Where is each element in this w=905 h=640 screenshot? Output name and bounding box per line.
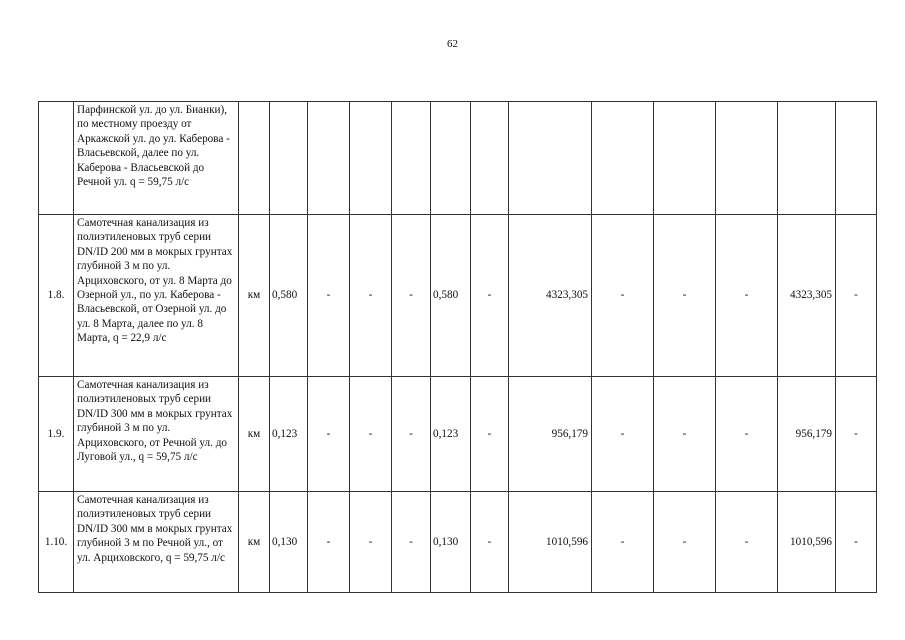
item-number: 1.8. [39, 215, 74, 377]
value-cell: - [471, 215, 509, 377]
item-description: Самотечная канализация из полиэтиленовых труб серии DN/ID 300 мм в мокрых грунтах глубиной 3 м по ул. Арциховского, от Речной ул. до Луговой ул., q = 59,75 л/с [74, 377, 239, 492]
value-cell: 4323,305 [509, 215, 592, 377]
item-description: Самотечная канализация из полиэтиленовых труб серии DN/ID 200 мм в мокрых грунтах глубиной 3 м по ул. Арциховского, от ул. 8 Марта до Озерной ул., по ул. Каберова - Власьевской, от Озерной ул. до ул. 8 Марта, далее по ул. 8 Марта, q = 22,9 л/с [74, 215, 239, 377]
value-cell: - [654, 377, 716, 492]
value-cell: - [308, 377, 350, 492]
value-cell: - [592, 492, 654, 593]
value-cell: км [239, 215, 270, 377]
value-cell [654, 102, 716, 215]
value-cell: - [716, 377, 778, 492]
value-cell [239, 102, 270, 215]
value-cell: - [836, 215, 877, 377]
value-cell [836, 102, 877, 215]
value-cell: 1010,596 [509, 492, 592, 593]
value-cell [270, 102, 308, 215]
value-cell: 956,179 [778, 377, 836, 492]
value-cell: 0,123 [270, 377, 308, 492]
value-cell: - [836, 377, 877, 492]
value-cell [350, 102, 392, 215]
value-cell: 1010,596 [778, 492, 836, 593]
value-cell [471, 102, 509, 215]
value-cell: 0,123 [431, 377, 471, 492]
value-cell: - [350, 377, 392, 492]
value-cell: - [350, 492, 392, 593]
value-cell: - [592, 377, 654, 492]
item-number [39, 102, 74, 215]
value-cell [308, 102, 350, 215]
value-cell [716, 102, 778, 215]
value-cell: 0,130 [270, 492, 308, 593]
value-cell [592, 102, 654, 215]
item-description: Самотечная канализация из полиэтиленовых труб серии DN/ID 300 мм в мокрых грунтах глубиной 3 м по Речной ул., от ул. Арциховского, q = 59,75 л/с [74, 492, 239, 593]
value-cell: - [836, 492, 877, 593]
value-cell: - [654, 215, 716, 377]
value-cell: 4323,305 [778, 215, 836, 377]
value-cell: км [239, 377, 270, 492]
table-body [39, 102, 877, 593]
value-cell [392, 102, 431, 215]
value-cell [431, 102, 471, 215]
table-row [39, 377, 877, 492]
value-cell: - [392, 215, 431, 377]
item-description: Парфинской ул. до ул. Бианки), по местному проезду от Аркажской ул. до ул. Каберова - Власьевской, далее по ул. Каберова - Власьевской до Речной ул. q = 59,75 л/с [74, 102, 239, 215]
value-cell: - [592, 215, 654, 377]
value-cell: - [716, 215, 778, 377]
value-cell: 0,130 [431, 492, 471, 593]
item-number: 1.10. [39, 492, 74, 593]
value-cell: - [392, 377, 431, 492]
table-row [39, 102, 877, 215]
page-number: 62 [447, 38, 458, 50]
value-cell: - [471, 377, 509, 492]
value-cell: - [308, 492, 350, 593]
works-table [38, 101, 877, 593]
table-row [39, 215, 877, 377]
value-cell: - [392, 492, 431, 593]
value-cell: - [716, 492, 778, 593]
value-cell: 0,580 [270, 215, 308, 377]
value-cell: - [471, 492, 509, 593]
value-cell [778, 102, 836, 215]
value-cell: - [654, 492, 716, 593]
value-cell: - [308, 215, 350, 377]
value-cell: 956,179 [509, 377, 592, 492]
value-cell: - [350, 215, 392, 377]
value-cell: км [239, 492, 270, 593]
table-row [39, 492, 877, 593]
value-cell: 0,580 [431, 215, 471, 377]
value-cell [509, 102, 592, 215]
item-number: 1.9. [39, 377, 74, 492]
